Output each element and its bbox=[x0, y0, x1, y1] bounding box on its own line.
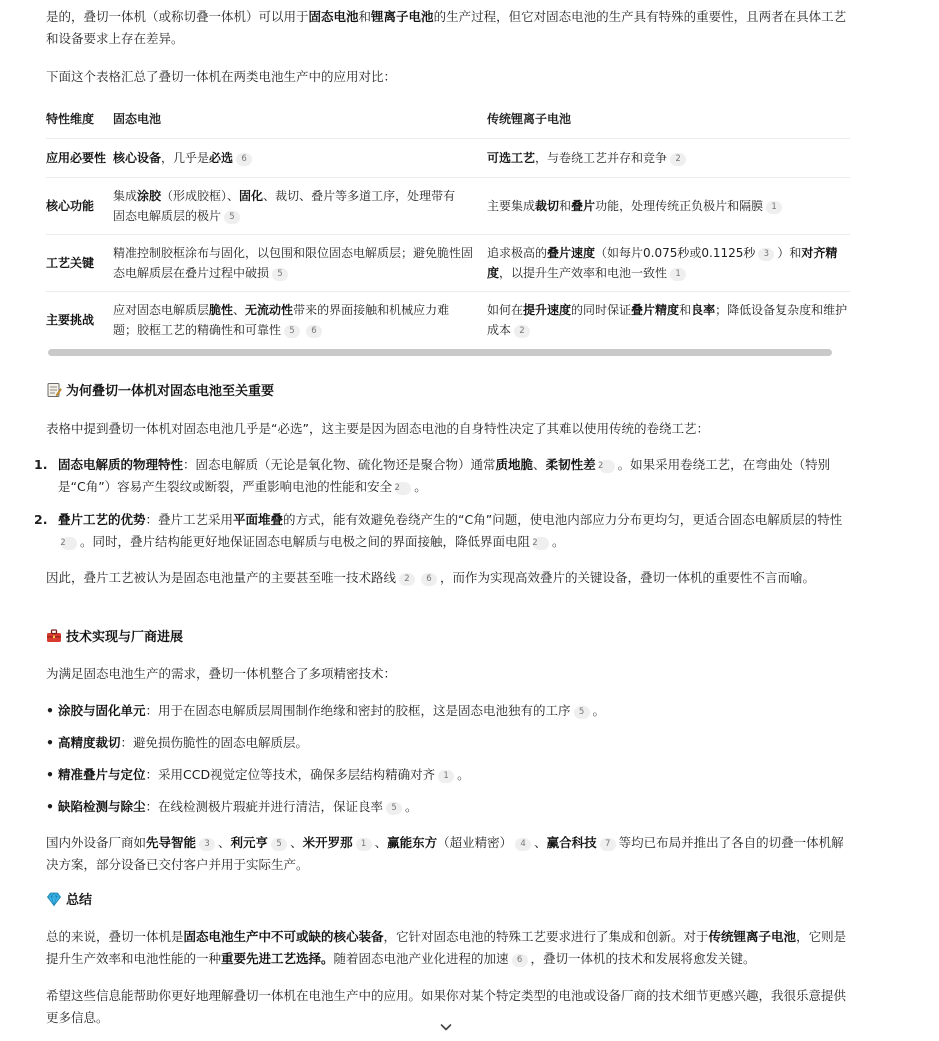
row-solid-cell: 精准控制胶框涂布与固化，以包围和限位固态电解质层；避免脆性固态电解质层在叠片过程中破损 5 bbox=[113, 235, 487, 292]
citation-badge[interactable]: 1 bbox=[438, 770, 454, 783]
citation-badge[interactable]: 2 bbox=[514, 325, 530, 338]
list-item: • 涂胶与固化单元：用于在固态电解质层周围制作绝缘和密封的胶框，这是固态电池独有的工序 5 。 bbox=[46, 703, 606, 718]
gem-icon bbox=[46, 891, 62, 907]
citation-badge[interactable]: 5 bbox=[574, 706, 590, 719]
closing-paragraph: 希望这些信息能帮助你更好地理解叠切一体机在电池生产中的应用。如果你对某个特定类型的电池或设备厂商的技术细节更感兴趣，我很乐意提供更多信息。 bbox=[46, 988, 847, 1025]
section2-lead: 为满足固态电池生产的需求，叠切一体机整合了多项精密技术： bbox=[46, 666, 397, 681]
list-item: 2. 叠片工艺的优势：叠片工艺采用平面堆叠的方式，能有效避免卷绕产生的“C角”问题，使电池内部应力分布更均匀，更适合固态电解质层的特性2 。同时，叠片结构能更好地保证固态电解质与电极之间的界面接触，降低界面电阻 2 。 bbox=[34, 512, 843, 549]
summary-paragraph: 总的来说，叠切一体机是固态电池生产中不可或缺的核心装备，它针对固态电池的特殊工艺要求进行了集成和创新。对于传统锂离子电池，它则是提升生产效率和电池性能的一种重要先进工艺选择。随着固态电池产业化进程的加速 6 ，叠切一体机的技术和发展将愈发关键。 bbox=[46, 929, 847, 966]
header-solid-state: 固态电池 bbox=[113, 112, 162, 126]
table-horizontal-scrollbar[interactable] bbox=[48, 349, 832, 356]
section1-lead: 表格中提到叠切一体机对固态电池几乎是“必选”，这主要是因为固态电池的自身特性决定了其难以使用传统的卷绕工艺： bbox=[46, 421, 709, 436]
section-heading: 为何叠切一体机对固态电池至关重要 bbox=[46, 381, 850, 403]
section-heading: 总结 bbox=[46, 890, 850, 912]
chevron-down-icon[interactable] bbox=[436, 1017, 456, 1037]
row-solid-cell: 集成涂胶（形成胶框）、固化、裁切、叠片等多道工序，处理带有固态电解质层的极片 5 bbox=[113, 178, 487, 235]
row-solid-cell: 应对固态电解质层脆性、无流动性带来的界面接触和机械应力难题；胶框工艺的精确性和可靠性 5 6 bbox=[113, 292, 487, 349]
citation-badge[interactable]: 5 bbox=[386, 802, 402, 815]
citation-badge[interactable]: 2 bbox=[61, 537, 77, 550]
citation-badge[interactable]: 1 bbox=[670, 268, 686, 281]
citation-badge[interactable]: 5 bbox=[284, 325, 300, 338]
list-item: 1. 固态电解质的物理特性：固态电解质（无论是氧化物、硫化物还是聚合物）通常质地脆、柔韧性差 2 。如果采用卷绕工艺，在弯曲处（特别是“C角”）容易产生裂纹或断裂，严重影响电池的性能和安全 2 。 bbox=[34, 457, 831, 494]
citation-badge[interactable]: 3 bbox=[758, 248, 774, 261]
toolbox-icon bbox=[46, 628, 62, 644]
citation-badge[interactable]: 7 bbox=[600, 838, 616, 851]
citation-badge[interactable]: 2 bbox=[599, 460, 615, 473]
row-liion-cell: 主要集成裁切和叠片功能，处理传统正负极片和隔膜 1 bbox=[487, 178, 850, 235]
citation-badge[interactable]: 2 bbox=[395, 482, 411, 495]
table-row bbox=[46, 235, 850, 292]
row-dimension: 工艺关键 bbox=[46, 235, 113, 292]
citation-badge[interactable]: 3 bbox=[199, 838, 215, 851]
citation-badge[interactable]: 4 bbox=[515, 838, 531, 851]
header-dimension: 特性维度 bbox=[46, 112, 95, 126]
row-dimension: 核心功能 bbox=[46, 178, 113, 235]
list-item: • 精准叠片与定位：采用CCD视觉定位等技术，确保多层结构精确对齐 1 。 bbox=[46, 767, 470, 782]
citation-badge[interactable]: 6 bbox=[306, 325, 322, 338]
comparison-table bbox=[46, 100, 850, 348]
row-dimension: 主要挑战 bbox=[46, 292, 113, 349]
citation-badge[interactable]: 1 bbox=[766, 201, 782, 214]
list-item: • 缺陷检测与除尘：在线检测极片瑕疵并进行清洁，保证良率 5 。 bbox=[46, 799, 418, 814]
citation-badge[interactable]: 6 bbox=[421, 573, 437, 586]
header-li-ion: 传统锂离子电池 bbox=[487, 112, 572, 126]
memo-icon bbox=[46, 382, 62, 398]
vendors-paragraph: 国内外设备厂商如先导智能 3 、利元亨 5 、米开罗那 1 、赢能东方（超业精密） 4 、赢合科技 7 等均已布局并推出了各自的切叠一体机解决方案，部分设备已交付客户并用于实际生产。 bbox=[46, 835, 844, 872]
citation-badge[interactable]: 5 bbox=[271, 838, 287, 851]
row-liion-cell: 可选工艺，与卷绕工艺并存和竞争 2 bbox=[487, 139, 850, 178]
intro-paragraph: 是的，叠切一体机（或称切叠一体机）可以用于固态电池和锂离子电池的生产过程，但它对固态电池的生产具有特殊的重要性，且两者在具体工艺和设备要求上存在差异。 bbox=[46, 9, 847, 46]
table-row bbox=[46, 139, 850, 178]
row-dimension: 应用必要性 bbox=[46, 139, 113, 178]
table-row bbox=[46, 178, 850, 235]
list-item: • 高精度裁切：避免损伤脆性的固态电解质层。 bbox=[46, 735, 309, 750]
citation-badge[interactable]: 1 bbox=[356, 838, 372, 851]
section-heading: 技术实现与厂商进展 bbox=[46, 627, 850, 649]
table-intro: 下面这个表格汇总了叠切一体机在两类电池生产中的应用对比： bbox=[46, 69, 397, 84]
section1-conclusion: 因此，叠片工艺被认为是固态电池量产的主要甚至唯一技术路线 2 6 ，而作为实现高效叠片的关键设备，叠切一体机的重要性不言而喻。 bbox=[46, 570, 816, 585]
citation-badge[interactable]: 6 bbox=[512, 954, 528, 967]
citation-badge[interactable]: 5 bbox=[224, 211, 240, 224]
row-liion-cell: 追求极高的叠片速度（如每片0.075秒或0.1125秒 3 ）和对齐精度，以提升生产效率和电池一致性 1 bbox=[487, 235, 850, 292]
table-header-row bbox=[46, 100, 850, 139]
citation-badge[interactable]: 2 bbox=[533, 537, 549, 550]
citation-badge[interactable]: 5 bbox=[272, 268, 288, 281]
citation-badge[interactable]: 6 bbox=[236, 153, 252, 166]
row-solid-cell: 核心设备，几乎是必选 6 bbox=[113, 139, 487, 178]
table-row bbox=[46, 292, 850, 349]
citation-badge[interactable]: 2 bbox=[670, 153, 686, 166]
citation-badge[interactable]: 2 bbox=[399, 573, 415, 586]
row-liion-cell: 如何在提升速度的同时保证叠片精度和良率；降低设备复杂度和维护成本 2 bbox=[487, 292, 850, 349]
